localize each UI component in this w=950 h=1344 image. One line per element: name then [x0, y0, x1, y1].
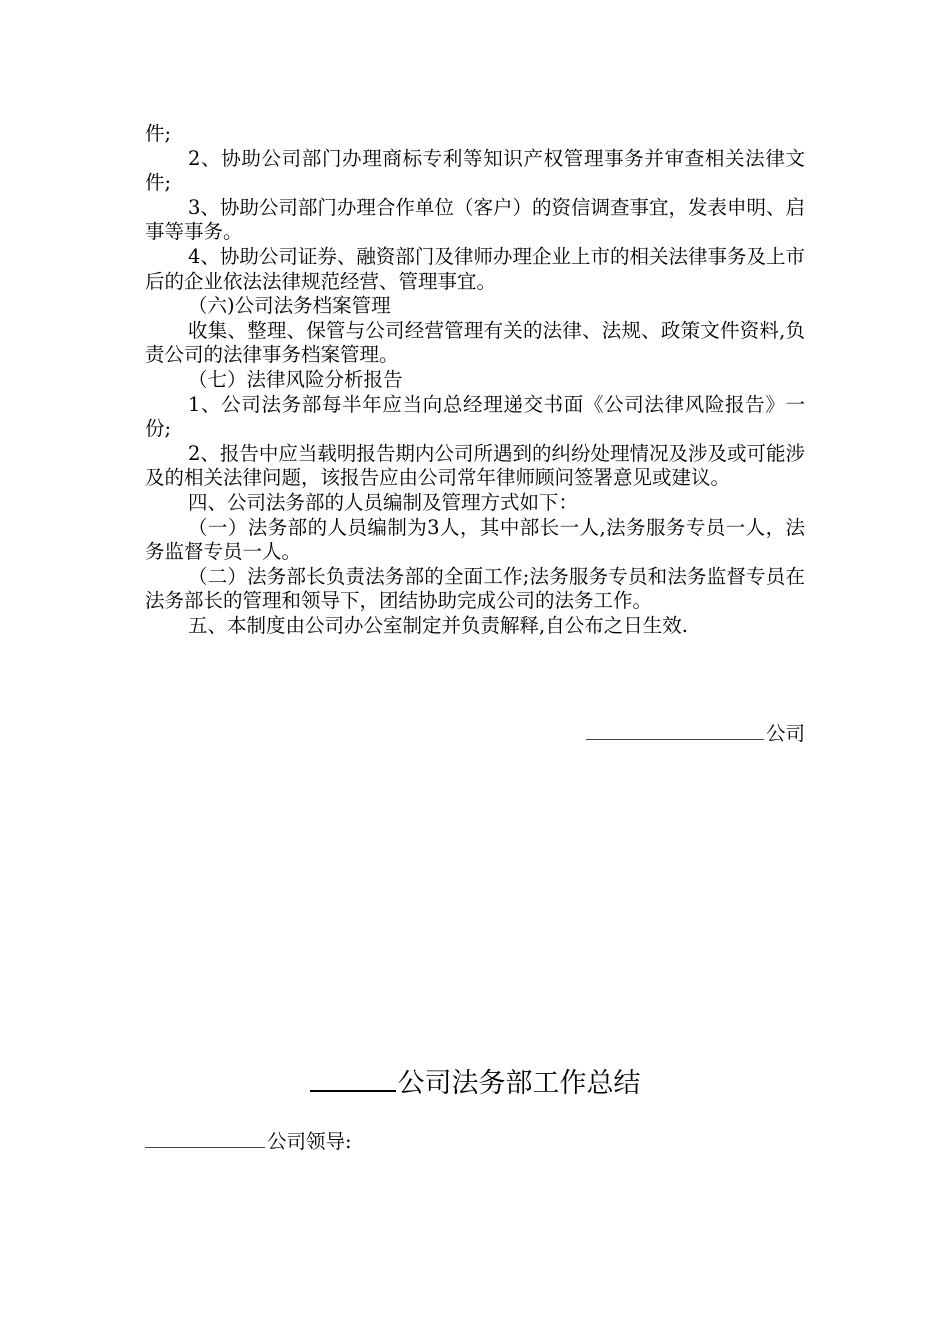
paragraph-listing-affairs: 4、协助公司证券、融资部门及律师办理企业上市的相关法律事务及上市后的企业依法法律规范经营、管理事宜。 [145, 244, 805, 293]
signature-text: 公司 [765, 722, 805, 745]
paragraph-ip-management: 2、协助公司部门办理商标专利等知识产权管理事务并审查相关法律文件; [145, 146, 805, 195]
document-body [145, 122, 805, 638]
title-text: 公司法务部工作总结 [397, 1068, 641, 1099]
company-signature [586, 722, 805, 746]
paragraph-risk-report-1: 1、公司法务部每半年应当向总经理递交书面《公司法律风险报告》一份; [145, 392, 805, 441]
paragraph-interpretation: 五、本制度由公司办公室制定并负责解释,自公布之日生效. [188, 613, 688, 637]
paragraph-risk-report-2: 2、报告中应当载明报告期内公司所遇到的纠纷处理情况及涉及或可能涉及的相关法律问题，该报告应由公司常年律师顾问签署意见或建议。 [145, 441, 805, 490]
paragraph-archive-management: 收集、整理、保管与公司经营管理有关的法律、法规、政策文件资料,负责公司的法律事务档案管理。 [145, 318, 805, 367]
salutation [145, 1130, 352, 1154]
salutation-blank-line [145, 1130, 265, 1148]
paragraph-staffing-1: （一）法务部的人员编制为3人，其中部长一人,法务服务专员一人，法务监督专员一人。 [145, 515, 805, 564]
signature-blank-line [586, 722, 764, 740]
title-blank-line [310, 1064, 396, 1092]
paragraph-credit-investigation: 3、协助公司部门办理合作单位（客户）的资信调查事宜，发表申明、启事等事务。 [145, 195, 805, 244]
heading-staffing: 四、公司法务部的人员编制及管理方式如下： [188, 490, 579, 514]
paragraph-staffing-2: （二）法务部长负责法务部的全面工作;法务服务专员和法务监督专员在法务部长的管理和领导下，团结协助完成公司的法务工作。 [145, 564, 805, 613]
heading-risk-report: （七）法律风险分析报告 [188, 367, 403, 391]
paragraph-continuation: 件; [145, 122, 172, 145]
heading-archive-management: （六)公司法务档案管理 [188, 294, 391, 318]
document-title [0, 1064, 950, 1102]
salutation-text: 公司领导: [267, 1130, 352, 1153]
